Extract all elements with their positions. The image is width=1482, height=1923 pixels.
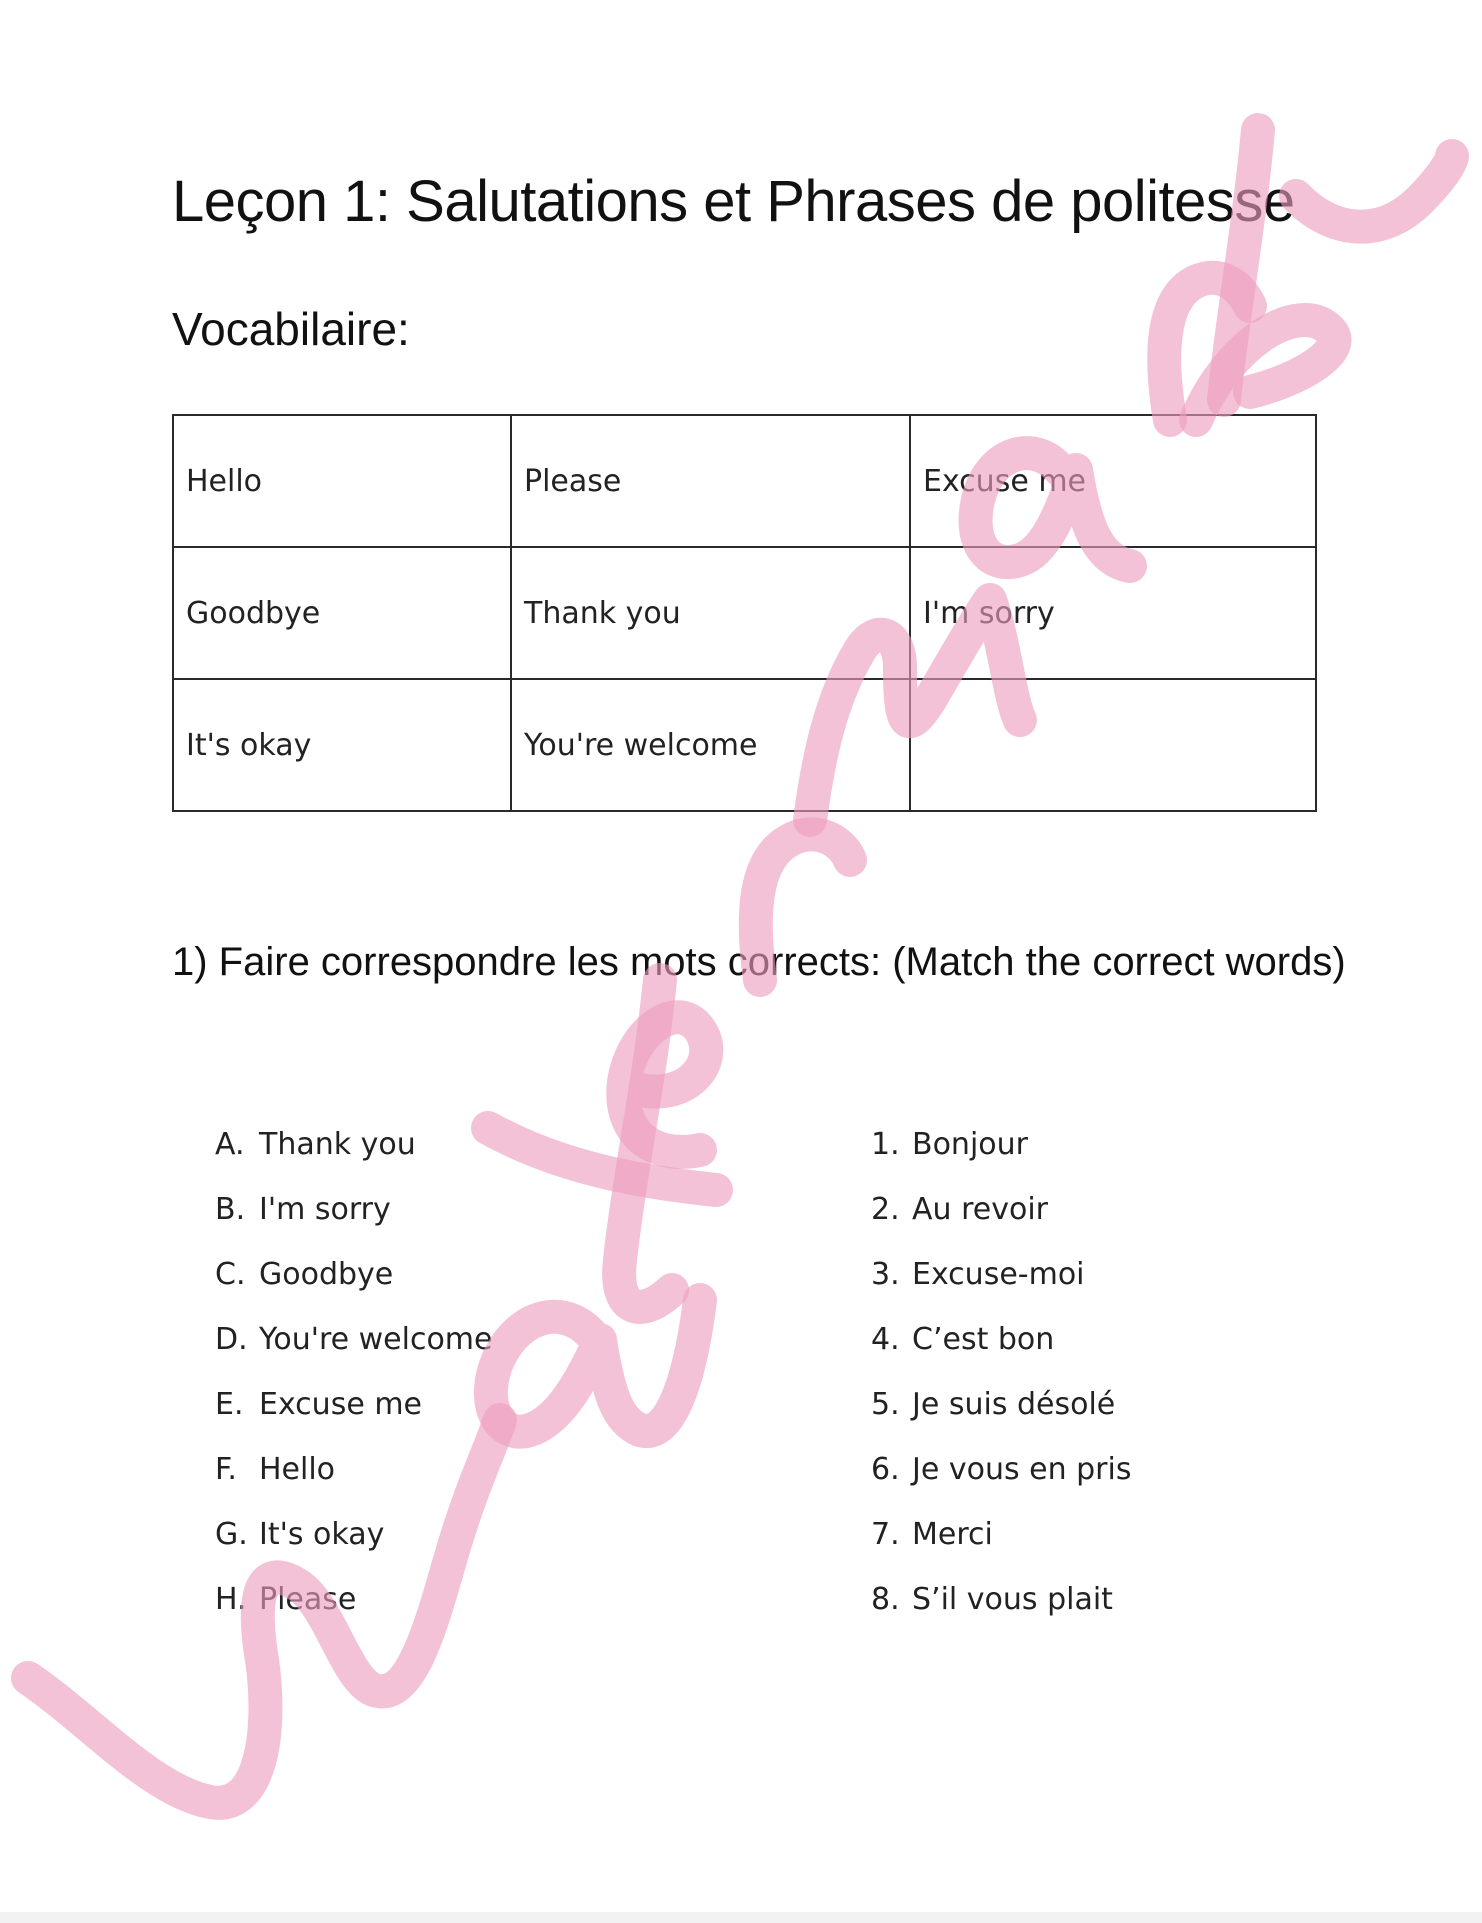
- list-item-text: Please: [259, 1582, 357, 1617]
- list-item: [871, 1573, 1131, 1638]
- list-item: [871, 1443, 1131, 1508]
- page-bottom-edge: [0, 1912, 1482, 1923]
- watermark-stroke: [488, 1128, 716, 1190]
- table-cell: Goodbye: [173, 547, 511, 679]
- list-item: [871, 1508, 1131, 1573]
- watermark-stroke: [491, 1300, 700, 1432]
- list-item: [871, 1118, 1131, 1183]
- list-item: [215, 1573, 492, 1638]
- list-item: [871, 1183, 1131, 1248]
- list-item-text: Je suis désolé: [912, 1387, 1116, 1422]
- list-marker: 5.: [871, 1387, 900, 1422]
- list-item-text: Merci: [912, 1517, 993, 1552]
- french-word-list: [871, 1118, 1131, 1638]
- list-marker: A.: [215, 1127, 245, 1162]
- list-item: [215, 1508, 492, 1573]
- table-cell: Excuse me: [910, 415, 1316, 547]
- list-marker: H.: [215, 1582, 247, 1617]
- list-item: [871, 1313, 1131, 1378]
- watermark-stroke: [1196, 320, 1335, 420]
- list-item-text: Hello: [259, 1452, 336, 1487]
- list-marker: B.: [215, 1192, 246, 1227]
- list-item: [215, 1118, 492, 1183]
- table-row: [173, 679, 1316, 811]
- list-marker: 8.: [871, 1582, 900, 1617]
- english-word-list: [215, 1118, 492, 1638]
- list-item-text: It's okay: [259, 1517, 385, 1552]
- list-item-text: Au revoir: [912, 1192, 1048, 1227]
- list-item: [871, 1248, 1131, 1313]
- table-cell: Hello: [173, 415, 511, 547]
- table-row: [173, 415, 1316, 547]
- list-marker: C.: [215, 1257, 246, 1292]
- table-cell: Thank you: [511, 547, 910, 679]
- page-title: Leçon 1: Salutations et Phrases de politesse: [172, 169, 1295, 234]
- table-cell: [910, 679, 1316, 811]
- list-item-text: Thank you: [259, 1127, 416, 1162]
- list-marker: F.: [215, 1452, 237, 1487]
- list-item-text: Je vous en pris: [912, 1452, 1132, 1487]
- list-marker: D.: [215, 1322, 248, 1357]
- watermark-stroke: [1296, 156, 1452, 227]
- table-cell: I'm sorry: [910, 547, 1316, 679]
- list-item-text: You're welcome: [259, 1322, 493, 1357]
- list-marker: 1.: [871, 1127, 900, 1162]
- list-marker: G.: [215, 1517, 248, 1552]
- watermark-stroke: [1164, 278, 1250, 420]
- table-cell: It's okay: [173, 679, 511, 811]
- list-item-text: Bonjour: [912, 1127, 1028, 1162]
- watermark-stroke: [619, 980, 672, 1307]
- list-marker: 4.: [871, 1322, 900, 1357]
- list-item-text: S’il vous plait: [912, 1582, 1113, 1617]
- table-cell: Please: [511, 415, 910, 547]
- list-item-text: C’est bon: [912, 1322, 1055, 1357]
- table-row: [173, 547, 1316, 679]
- list-item: [215, 1248, 492, 1313]
- list-item-text: Excuse-moi: [912, 1257, 1085, 1292]
- list-item: [215, 1183, 492, 1248]
- list-item-text: I'm sorry: [259, 1192, 391, 1227]
- exercise-heading: 1) Faire correspondre les mots corrects: (Match the correct words): [172, 940, 1346, 984]
- list-item: [215, 1443, 492, 1508]
- list-item-text: Excuse me: [259, 1387, 422, 1422]
- list-item: [215, 1378, 492, 1443]
- list-item: [215, 1313, 492, 1378]
- list-item: [871, 1378, 1131, 1443]
- list-marker: E.: [215, 1387, 244, 1422]
- vocabulary-table: [172, 414, 1317, 812]
- vocabulary-heading: Vocabilaire:: [172, 303, 410, 355]
- list-marker: 3.: [871, 1257, 900, 1292]
- watermark-stroke: [623, 1017, 706, 1152]
- list-item-text: Goodbye: [259, 1257, 394, 1292]
- table-cell: You're welcome: [511, 679, 910, 811]
- list-marker: 6.: [871, 1452, 900, 1487]
- list-marker: 7.: [871, 1517, 900, 1552]
- list-marker: 2.: [871, 1192, 900, 1227]
